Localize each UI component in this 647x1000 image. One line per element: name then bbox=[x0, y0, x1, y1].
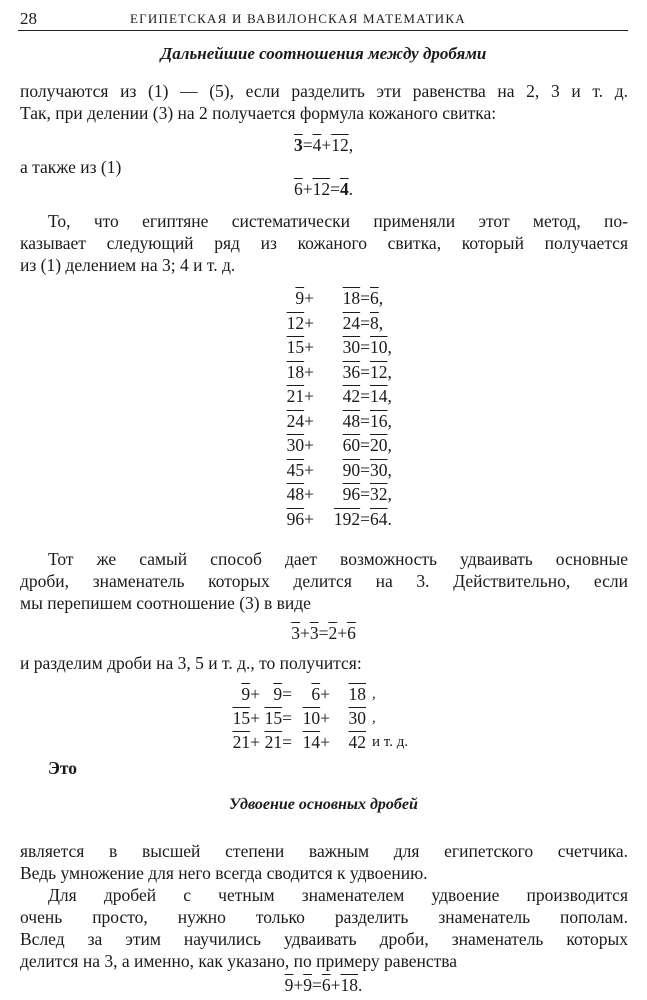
table-row: 15+ 30= 10, bbox=[286, 337, 392, 357]
text-line: Вслед за этим научились удваивать дроби, знаменатель которых bbox=[20, 929, 628, 949]
text-line: То, что египтяне систематически применяли этот метод, по- bbox=[48, 211, 628, 231]
table-row: 9+ 9= 6+ 18 , bbox=[241, 684, 376, 704]
table-row: 21+ 42= 14, bbox=[286, 386, 392, 406]
fraction-table bbox=[268, 286, 410, 531]
text-line: казывает следующий ряд из кожаного свитка, который получается bbox=[20, 233, 628, 253]
running-title: ЕГИПЕТСКАЯ И ВАВИЛОНСКАЯ МАТЕМАТИКА bbox=[130, 11, 466, 26]
table-row: 30+ 60= 20, bbox=[286, 435, 392, 455]
section-title: Дальнейшие соотношения между дробями bbox=[160, 44, 487, 63]
table-row: 24+ 48= 16, bbox=[286, 410, 392, 431]
text-line: мы перепишем соотношение (3) в виде bbox=[20, 593, 311, 613]
text-line: Для дробей с четным знаменателем удвоение производится bbox=[48, 885, 628, 905]
text-line: получаются из (1) — (5), если разделить эти равенства на 2, 3 и т. д. bbox=[20, 81, 628, 101]
formula-relation-3: 3+3=2+6 bbox=[291, 623, 356, 643]
table-row: 48+ 96= 32, bbox=[286, 484, 392, 504]
table-row: 96+ 192= 64. bbox=[286, 508, 392, 529]
doubling-table bbox=[232, 682, 408, 754]
text-line: является в высшей степени важным для египетского счетчика. bbox=[20, 841, 628, 861]
formula-doubling: 9+9=6+18. bbox=[284, 975, 363, 995]
text-line: и разделим дроби на 3, 5 и т. д., то получится: bbox=[20, 653, 362, 673]
page-header bbox=[18, 8, 628, 31]
formula-leather-roll: 3=4+12, bbox=[293, 135, 354, 155]
table-row: 18+ 36= 12, bbox=[286, 361, 392, 382]
text-line: очень просто, нужно только разделить знаменатель пополам. bbox=[20, 907, 628, 927]
table-row: 15+ 15= 10+ 30 , bbox=[232, 708, 376, 728]
text-line: Тот же самый способ дает возможность удваивать основные bbox=[48, 549, 628, 569]
text-line: Так, при делении (3) на 2 получается формула кожаного свитка: bbox=[20, 103, 497, 123]
page-number: 28 bbox=[20, 9, 37, 28]
text-line: Ведь умножение для него всегда сводится к удвоению. bbox=[20, 863, 428, 883]
text-line: делится на 3, а именно, как указано, по примеру равенства bbox=[20, 951, 458, 971]
formula-from-1: 6+12=4. bbox=[293, 179, 354, 199]
eto-word: Это bbox=[48, 758, 77, 778]
text-line: дроби, знаменатель которых делится на 3. Действительно, если bbox=[20, 571, 628, 591]
table-row: 21+ 21= 14+ 42 и т. д. bbox=[232, 732, 409, 752]
table-row: 9+ 18= 6, bbox=[295, 288, 384, 308]
text-line: а также из (1) bbox=[20, 157, 122, 177]
section-title: Удвоение основных дробей bbox=[229, 796, 418, 813]
text-line: из (1) делением на 3; 4 и т. д. bbox=[20, 255, 236, 275]
table-row: 45+ 90= 30, bbox=[286, 459, 392, 480]
table-row: 12+ 24= 8, bbox=[286, 312, 384, 333]
